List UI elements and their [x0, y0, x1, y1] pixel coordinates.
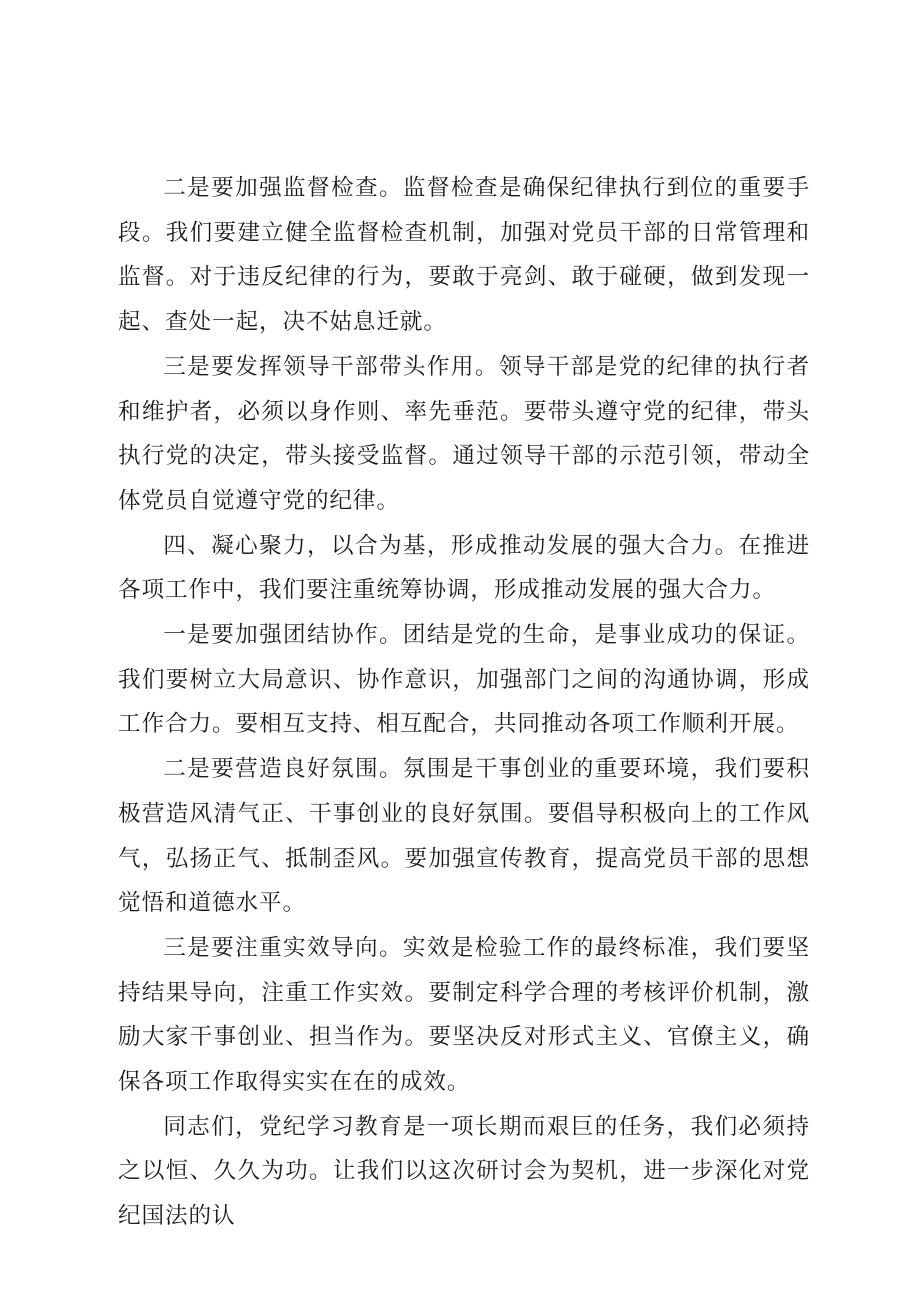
paragraph-closing: 同志们，党纪学习教育是一项长期而艰巨的任务，我们必须持之以恒、久久为功。让我们以这次研讨会为契机，进一步深化对党纪国法的认	[118, 1113, 810, 1230]
paragraph-section-four: 四、凝心聚力，以合为基，形成推动发展的强大合力。在推进各项工作中，我们要注重统筹协调，形成推动发展的强大合力。	[118, 532, 810, 604]
paragraph-results: 三是要注重实效导向。实效是检验工作的最终标准，我们要坚持结果导向，注重工作实效。要制定科学合理的考核评价机制，激励大家干事创业、担当作为。要坚决反对形式主义、官僚主义，确保各项工作取得实实在在的成效。	[118, 934, 810, 1096]
paragraph-unity: 一是要加强团结协作。团结是党的生命，是事业成功的保证。我们要树立大局意识、协作意识，加强部门之间的沟通协调，形成工作合力。要相互支持、相互配合，共同推动各项工作顺利开展。	[118, 622, 810, 738]
paragraph-leadership: 三是要发挥领导干部带头作用。领导干部是党的纪律的执行者和维护者，必须以身作则、率先垂范。要带头遵守党的纪律，带头执行党的决定，带头接受监督。通过领导干部的示范引领，带动全体党员自觉遵守党的纪律。	[118, 353, 810, 514]
paragraph-atmosphere: 二是要营造良好氛围。氛围是干事创业的重要环境，我们要积极营造风清气正、干事创业的良好氛围。要倡导积极向上的工作风气，弘扬正气、抵制歪风。要加强宣传教育，提高党员干部的思想觉悟和道德水平。	[118, 756, 810, 917]
paragraph-supervision: 二是要加强监督检查。监督检查是确保纪律执行到位的重要手段。我们要建立健全监督检查机制，加强对党员干部的日常管理和监督。对于违反纪律的行为，要敢于亮剑、敢于碰硬，做到发现一起、查处一起，决不姑息迁就。	[118, 175, 810, 336]
document-body	[118, 166, 810, 1239]
